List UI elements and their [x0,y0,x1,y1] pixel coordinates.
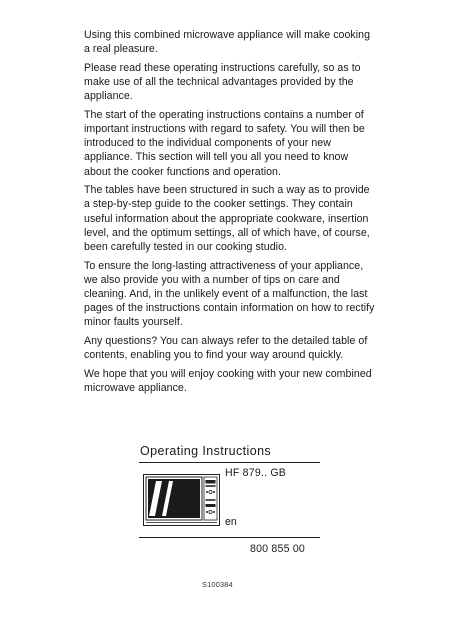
manual-title: Operating Instructions [140,444,272,458]
intro-paragraph: Any questions? You can always refer to the detailed table of contents, enabling you to find your way around quickly. [84,335,368,362]
figure-code: S100384 [202,580,233,589]
part-number: 800 855 00 [250,543,306,555]
intro-paragraph: The start of the operating instructions contains a number of important instructions with regard to safety. You will then be introduced to the individual components of your new appliance. This section will tell you all you need to know about the cooker functions and operation. [84,108,365,178]
microwave-oven-illustration [143,474,220,526]
intro-paragraph: To ensure the long-lasting attractiveness of your appliance, we also provide you with a number of tips on care and cleaning. And, in the unlikely event of a malfunction, the last pages of the instructions contain information on how to rectify minor faults yourself. [84,259,375,329]
model-number: HF 879.. GB [225,467,287,479]
intro-paragraph: Please read these operating instructions carefully, so as to make use of all the technical advantages provided by the appliance. [84,61,361,103]
intro-paragraph: We hope that you will enjoy cooking with your new combined microwave appliance. [84,367,372,395]
language-code: en [225,516,237,528]
title-rule [139,462,320,463]
intro-paragraph: Using this combined microwave appliance will make cooking a real pleasure. [84,29,371,56]
intro-paragraph: The tables have been structured in such a way as to provide a step-by-step guide to the cooker settings. They contain useful information about the appropriate cookware, insertion level, and the optimum settings, all of which have, of course, been carefully tested in our cooking studio. [84,184,370,254]
intro-text [84,28,376,400]
bottom-rule [139,537,320,538]
